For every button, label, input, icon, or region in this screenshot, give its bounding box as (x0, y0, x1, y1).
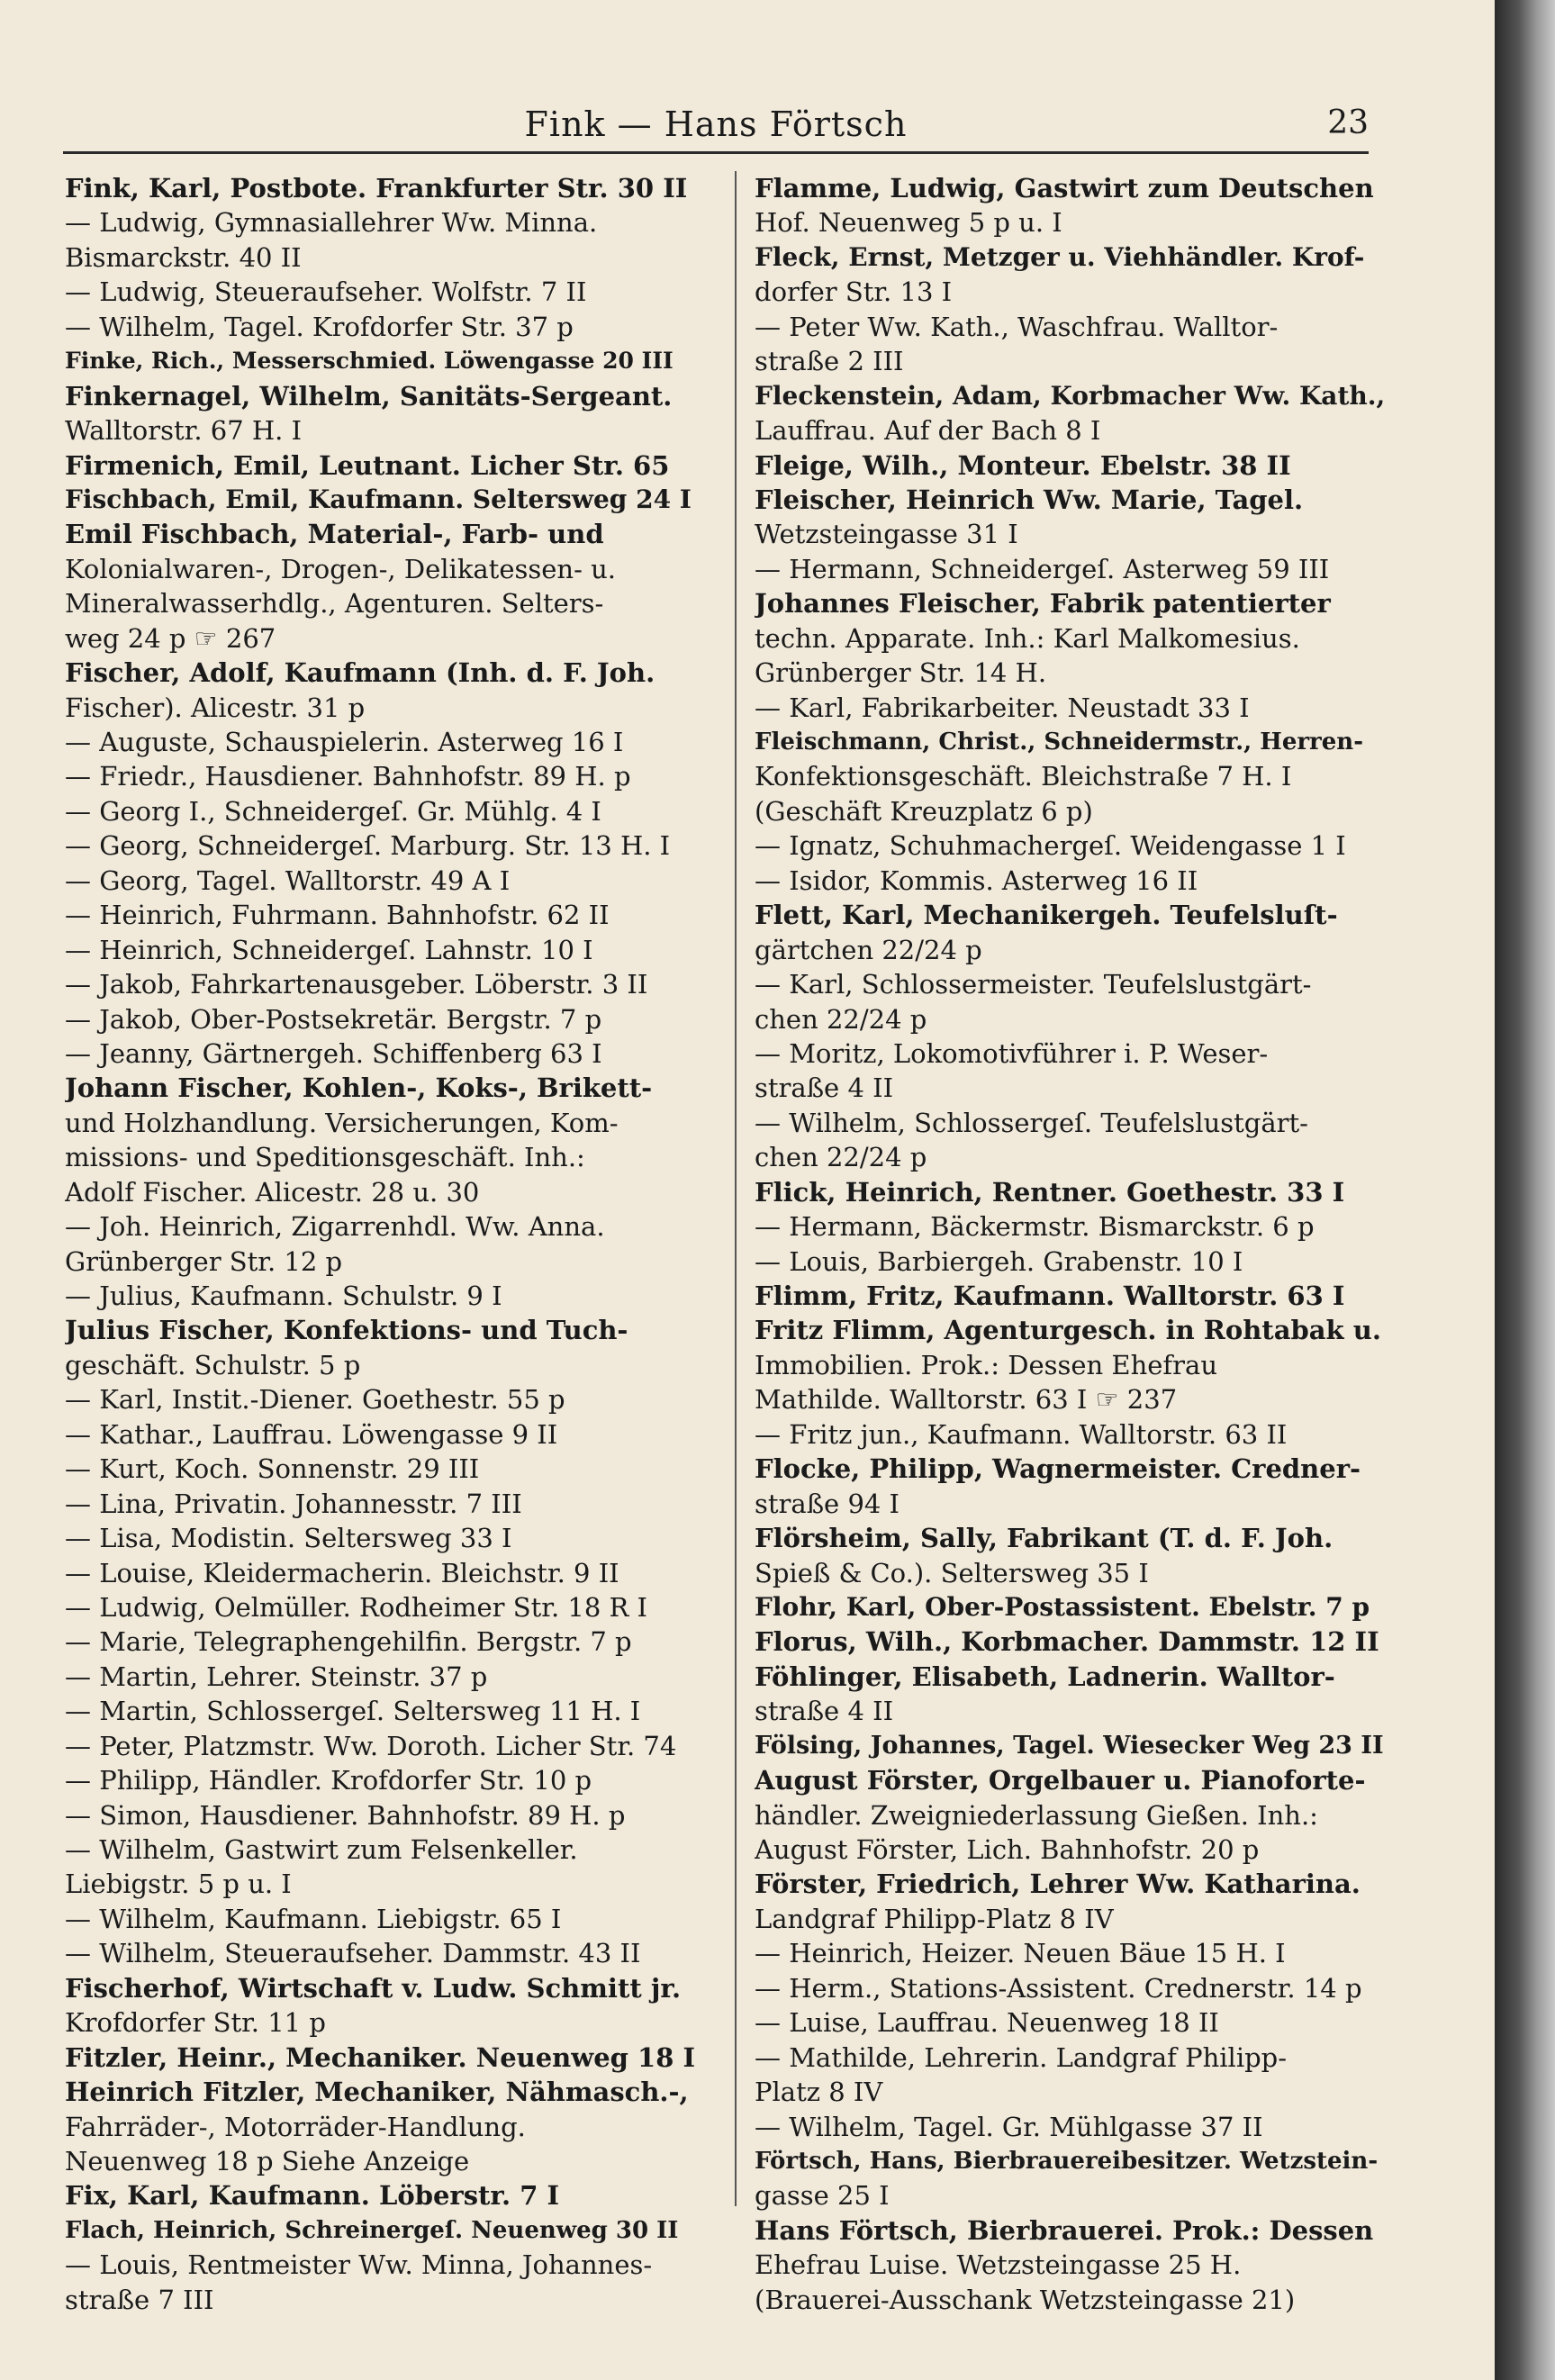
directory-entry-line: Fleckenstein, Adam, Korbmacher Ww. Kath., (755, 380, 1385, 411)
directory-entry-line: techn. Apparate. Inh.: Karl Malkomesius. (755, 622, 1300, 654)
directory-entry-line: — Isidor, Kommis. Asterweg 16 II (755, 864, 1198, 896)
directory-entry-line: Flocke, Philipp, Wagnermeister. Credner- (755, 1453, 1361, 1485)
directory-entry-line: — Ludwig, Steueraufseher. Wolfstr. 7 II (65, 276, 587, 308)
directory-entry-line: Fischerhof, Wirtschaft v. Ludw. Schmitt jr. (65, 1972, 682, 2004)
directory-entry-line: — Georg, Tagel. Walltorstr. 49 A I (65, 864, 511, 896)
directory-entry-line: straße 94 I (755, 1488, 900, 1519)
directory-entry-line: — Martin, Lehrer. Steinstr. 37 p (65, 1661, 488, 1692)
directory-entry-line: Fölsing, Johannes, Tagel. Wiesecker Weg 23 II (755, 1731, 1384, 1760)
directory-entry-line: — Moritz, Lokomotivführer i. P. Weser- (755, 1037, 1269, 1069)
directory-entry-line: Flach, Heinrich, Schreinergeſ. Neuenweg 30 II (65, 2216, 679, 2244)
directory-entry-line: — Wilhelm, Tagel. Krofdorfer Str. 37 p (65, 311, 574, 342)
directory-entry-line: Immobilien. Prok.: Dessen Ehefrau (755, 1349, 1217, 1380)
directory-entry-line: Landgraf Philipp-Platz 8 IV (755, 1903, 1114, 1934)
directory-entry-line: — Simon, Hausdiener. Bahnhofstr. 89 H. p (65, 1799, 626, 1831)
directory-entry-line: — Friedr., Hausdiener. Bahnhofstr. 89 H. p (65, 761, 631, 792)
directory-entry-line: — Marie, Telegraphengehilfin. Bergstr. 7 p (65, 1626, 632, 1658)
directory-entry-line: Fritz Flimm, Agenturgesch. in Rohtabak u. (755, 1315, 1381, 1346)
directory-entry-line: — Georg I., Schneidergeſ. Gr. Mühlg. 4 I (65, 795, 601, 827)
directory-entry-line: Fleige, Wilh., Monteur. Ebelstr. 38 II (755, 449, 1291, 481)
directory-entry-line: — Wilhelm, Gastwirt zum Felsenkeller. (65, 1834, 578, 1865)
directory-entry-line: Förtsch, Hans, Bierbrauereibesitzer. Wetzstein- (755, 2147, 1379, 2175)
directory-entry-line: — Wilhelm, Steueraufseher. Dammstr. 43 II (65, 1938, 641, 1969)
directory-entry-line: Fleck, Ernst, Metzger u. Viehhändler. Krof- (755, 241, 1365, 272)
directory-entry-line: — Kurt, Koch. Sonnenstr. 29 III (65, 1453, 480, 1485)
directory-entry-line: — Ignatz, Schuhmachergeſ. Weidengasse 1 I (755, 830, 1346, 862)
directory-entry-line: Flett, Karl, Mechanikergeh. Teufelsluſt- (755, 900, 1338, 931)
directory-entry-line: — Jakob, Fahrkartenausgeber. Löberstr. 3 II (65, 969, 648, 1000)
directory-entry-line: — Kathar., Lauffrau. Löwengasse 9 II (65, 1418, 558, 1450)
directory-entry-line: Finkernagel, Wilhelm, Sanitäts-Sergeant. (65, 380, 673, 412)
directory-entry-line: Finke, Rich., Messerschmied. Löwengasse 20 III (65, 348, 674, 375)
directory-entry-line: Julius Fischer, Konfektions- und Tuch- (65, 1315, 628, 1346)
directory-entry-line: missions- und Speditionsgeschäft. Inh.: (65, 1142, 585, 1173)
directory-entry-line: — Auguste, Schauspielerin. Asterweg 16 I (65, 727, 624, 757)
directory-entry-line: — Herm., Stations-Assistent. Crednerstr. 14 p (755, 1972, 1362, 2004)
directory-entry-line: — Louise, Kleidermacherin. Bleichstr. 9 II (65, 1557, 619, 1588)
directory-entry-line: straße 4 II (755, 1696, 894, 1727)
directory-entry-line: straße 2 III (755, 346, 904, 377)
directory-entry-line: Flörsheim, Sally, Fabrikant (T. d. F. Joh. (755, 1523, 1334, 1554)
book-edge (1495, 0, 1555, 2380)
directory-entry-line: — Louis, Barbiergeh. Grabenstr. 10 I (755, 1245, 1243, 1277)
directory-entry-line: — Ludwig, Oelmüller. Rodheimer Str. 18 R I (65, 1591, 648, 1623)
directory-entry-line: Heinrich Fitzler, Mechaniker, Nähmasch.-, (65, 2077, 689, 2108)
directory-entry-line: — Wilhelm, Kaufmann. Liebigstr. 65 I (65, 1903, 562, 1934)
directory-entry-line: — Heinrich, Schneidergeſ. Lahnstr. 10 I (65, 934, 593, 965)
directory-entry-line: Mathilde. Walltorstr. 63 I ☞ 237 (755, 1384, 1178, 1416)
directory-entry-line: Fitzler, Heinr., Mechaniker. Neuenweg 18 I (65, 2041, 695, 2073)
directory-entry-line: — Peter, Platzmstr. Ww. Doroth. Licher Str. 74 (65, 1730, 677, 1761)
directory-entry-line: — Martin, Schlossergeſ. Seltersweg 11 H. I (65, 1696, 641, 1727)
directory-entry-line: Grünberger Str. 14 H. (755, 657, 1047, 689)
directory-entry-line: Hof. Neuenweg 5 p u. I (755, 207, 1062, 239)
directory-entry-line: Fleischmann, Christ., Schneidermstr., Herren- (755, 728, 1363, 756)
directory-entry-line: — Wilhelm, Tagel. Gr. Mühlgasse 37 II (755, 2111, 1263, 2142)
directory-entry-line: dorfer Str. 13 I (755, 276, 953, 308)
directory-entry-line: Kolonialwaren-, Drogen-, Delikatessen- u. (65, 553, 617, 584)
directory-entry-line: händler. Zweigniederlassung Gießen. Inh.: (755, 1799, 1318, 1831)
directory-entry-line: geschäft. Schulstr. 5 p (65, 1349, 361, 1380)
directory-entry-line: — Hermann, Schneidergeſ. Asterweg 59 III (755, 553, 1330, 584)
directory-entry-line: Wetzsteingasse 31 I (755, 519, 1018, 550)
directory-entry-line: Flick, Heinrich, Rentner. Goethestr. 33 I (755, 1176, 1345, 1208)
directory-entry-line: Fischer). Alicestr. 31 p (65, 692, 366, 723)
directory-entry-line: — Joh. Heinrich, Zigarrenhdl. Ww. Anna. (65, 1211, 605, 1243)
directory-entry-line: — Karl, Instit.-Diener. Goethestr. 55 p (65, 1384, 565, 1416)
directory-entry-line: Johann Fischer, Kohlen-, Koks-, Brikett- (65, 1072, 653, 1104)
directory-entry-line: August Förster, Lich. Bahnhofstr. 20 p (755, 1834, 1260, 1865)
directory-entry-line: (Geschäft Kreuzplatz 6 p) (755, 795, 1093, 827)
directory-entry-line: Fix, Karl, Kaufmann. Löberstr. 7 I (65, 2180, 560, 2212)
directory-entry-line: — Karl, Fabrikarbeiter. Neustadt 33 I (755, 692, 1250, 723)
directory-entry-line: — Lisa, Modistin. Seltersweg 33 I (65, 1523, 512, 1554)
directory-entry-line: Liebigstr. 5 p u. I (65, 1869, 292, 1900)
directory-entry-line: straße 7 III (65, 2284, 214, 2315)
directory-entry-line: und Holzhandlung. Versicherungen, Kom- (65, 1107, 619, 1138)
directory-entry-line: Krofdorfer Str. 11 p (65, 2007, 326, 2039)
directory-entry-line: Grünberger Str. 12 p (65, 1245, 343, 1277)
directory-entry-line: Walltorstr. 67 H. I (65, 415, 303, 447)
directory-entry-line: Mineralwasserhdlg., Agenturen. Selters- (65, 588, 604, 620)
directory-entry-line: Fischer, Adolf, Kaufmann (Inh. d. F. Joh. (65, 657, 655, 689)
header-rule (63, 151, 1369, 154)
directory-entry-line: Florus, Wilh., Korbmacher. Dammstr. 12 II (755, 1626, 1379, 1658)
directory-entry-line: — Philipp, Händler. Krofdorfer Str. 10 p (65, 1765, 592, 1796)
directory-entry-line: — Karl, Schlossermeister. Teufelslustgärt- (755, 969, 1312, 1000)
running-head (63, 99, 1369, 153)
directory-entry-line: — Luise, Lauffrau. Neuenweg 18 II (755, 2007, 1219, 2039)
directory-entry-line: — Louis, Rentmeister Ww. Minna, Johannes- (65, 2249, 653, 2281)
directory-entry-line: — Ludwig, Gymnasiallehrer Ww. Minna. (65, 207, 598, 239)
directory-entry-line: — Heinrich, Heizer. Neuen Bäue 15 H. I (755, 1938, 1286, 1969)
directory-entry-line: Firmenich, Emil, Leutnant. Licher Str. 65 (65, 449, 670, 481)
directory-entry-line: — Peter Ww. Kath., Waschfrau. Walltor- (755, 311, 1279, 342)
directory-entry-line: Neuenweg 18 p Siehe Anzeige (65, 2145, 470, 2176)
column-divider (735, 171, 737, 2206)
running-title: Fink — Hans Förtsch (524, 104, 908, 144)
directory-entry-line: Platz 8 IV (755, 2077, 883, 2108)
directory-entry-line: chen 22/24 p (755, 1142, 927, 1173)
directory-entry-line: — Fritz jun., Kaufmann. Walltorstr. 63 II (755, 1418, 1288, 1450)
directory-entry-line: Förster, Friedrich, Lehrer Ww. Katharina. (755, 1869, 1361, 1900)
directory-entry-line: Lauffrau. Auf der Bach 8 I (755, 415, 1101, 447)
directory-entry-line: gärtchen 22/24 p (755, 934, 982, 965)
directory-entry-line: (Brauerei-Ausschank Wetzsteingasse 21) (755, 2284, 1296, 2315)
directory-entry-line: — Georg, Schneidergeſ. Marburg. Str. 13 H. I (65, 830, 671, 862)
directory-entry-line: — Jakob, Ober-Postsekretär. Bergstr. 7 p (65, 1003, 602, 1035)
directory-entry-line: gasse 25 I (755, 2180, 890, 2212)
directory-entry-line: Adolf Fischer. Alicestr. 28 u. 30 (65, 1176, 480, 1208)
directory-entry-line: August Förster, Orgelbauer u. Pianoforte- (755, 1765, 1366, 1796)
directory-entry-line: Flimm, Fritz, Kaufmann. Walltorstr. 63 I (755, 1280, 1345, 1311)
directory-entry-line: Föhlinger, Elisabeth, Ladnerin. Walltor- (755, 1661, 1335, 1692)
directory-entry-line: Emil Fischbach, Material-, Farb- und (65, 519, 604, 550)
directory-entry-line: — Lina, Privatin. Johannesstr. 7 III (65, 1488, 522, 1519)
directory-entry-line: — Mathilde, Lehrerin. Landgraf Philipp- (755, 2041, 1288, 2073)
directory-entry-line: Hans Förtsch, Bierbrauerei. Prok.: Dessen (755, 2214, 1374, 2246)
directory-entry-line: — Heinrich, Fuhrmann. Bahnhofstr. 62 II (65, 900, 610, 931)
directory-entry-line: Fischbach, Emil, Kaufmann. Seltersweg 24 I (65, 484, 692, 514)
directory-entry-line: straße 4 II (755, 1072, 894, 1104)
directory-entry-line: weg 24 p ☞ 267 (65, 622, 276, 654)
directory-entry-line: Fahrräder-, Motorräder-Handlung. (65, 2111, 526, 2142)
right-column (755, 171, 1385, 2317)
directory-entry-line: Konfektionsgeschäft. Bleichstraße 7 H. I (755, 761, 1292, 792)
directory-entry-line: Johannes Fleischer, Fabrik patentierter (755, 588, 1331, 620)
directory-entry-line: chen 22/24 p (755, 1003, 927, 1035)
directory-entry-line: — Jeanny, Gärtnergeh. Schiffenberg 63 I (65, 1037, 602, 1069)
directory-entry-line: Spieß & Co.). Seltersweg 35 I (755, 1557, 1149, 1588)
directory-entry-line: Fleischer, Heinrich Ww. Marie, Tagel. (755, 484, 1304, 515)
directory-entry-line: Fink, Karl, Postbote. Frankfurter Str. 30 II (65, 173, 688, 204)
directory-entry-line: Bismarckstr. 40 II (65, 241, 302, 273)
left-column (65, 171, 695, 2317)
directory-entry-line: — Hermann, Bäckermstr. Bismarckstr. 6 p (755, 1211, 1315, 1243)
directory-entry-line: — Julius, Kaufmann. Schulstr. 9 I (65, 1280, 502, 1311)
directory-entry-line: Ehefrau Luise. Wetzsteingasse 25 H. (755, 2249, 1242, 2281)
directory-entry-line: Flamme, Ludwig, Gastwirt zum Deutschen (755, 173, 1374, 204)
directory-entry-line: — Wilhelm, Schlossergeſ. Teufelslustgärt- (755, 1107, 1308, 1138)
directory-entry-line: Flohr, Karl, Ober-Postassistent. Ebelstr. 7 p (755, 1591, 1370, 1622)
page-number: 23 (1327, 104, 1369, 141)
